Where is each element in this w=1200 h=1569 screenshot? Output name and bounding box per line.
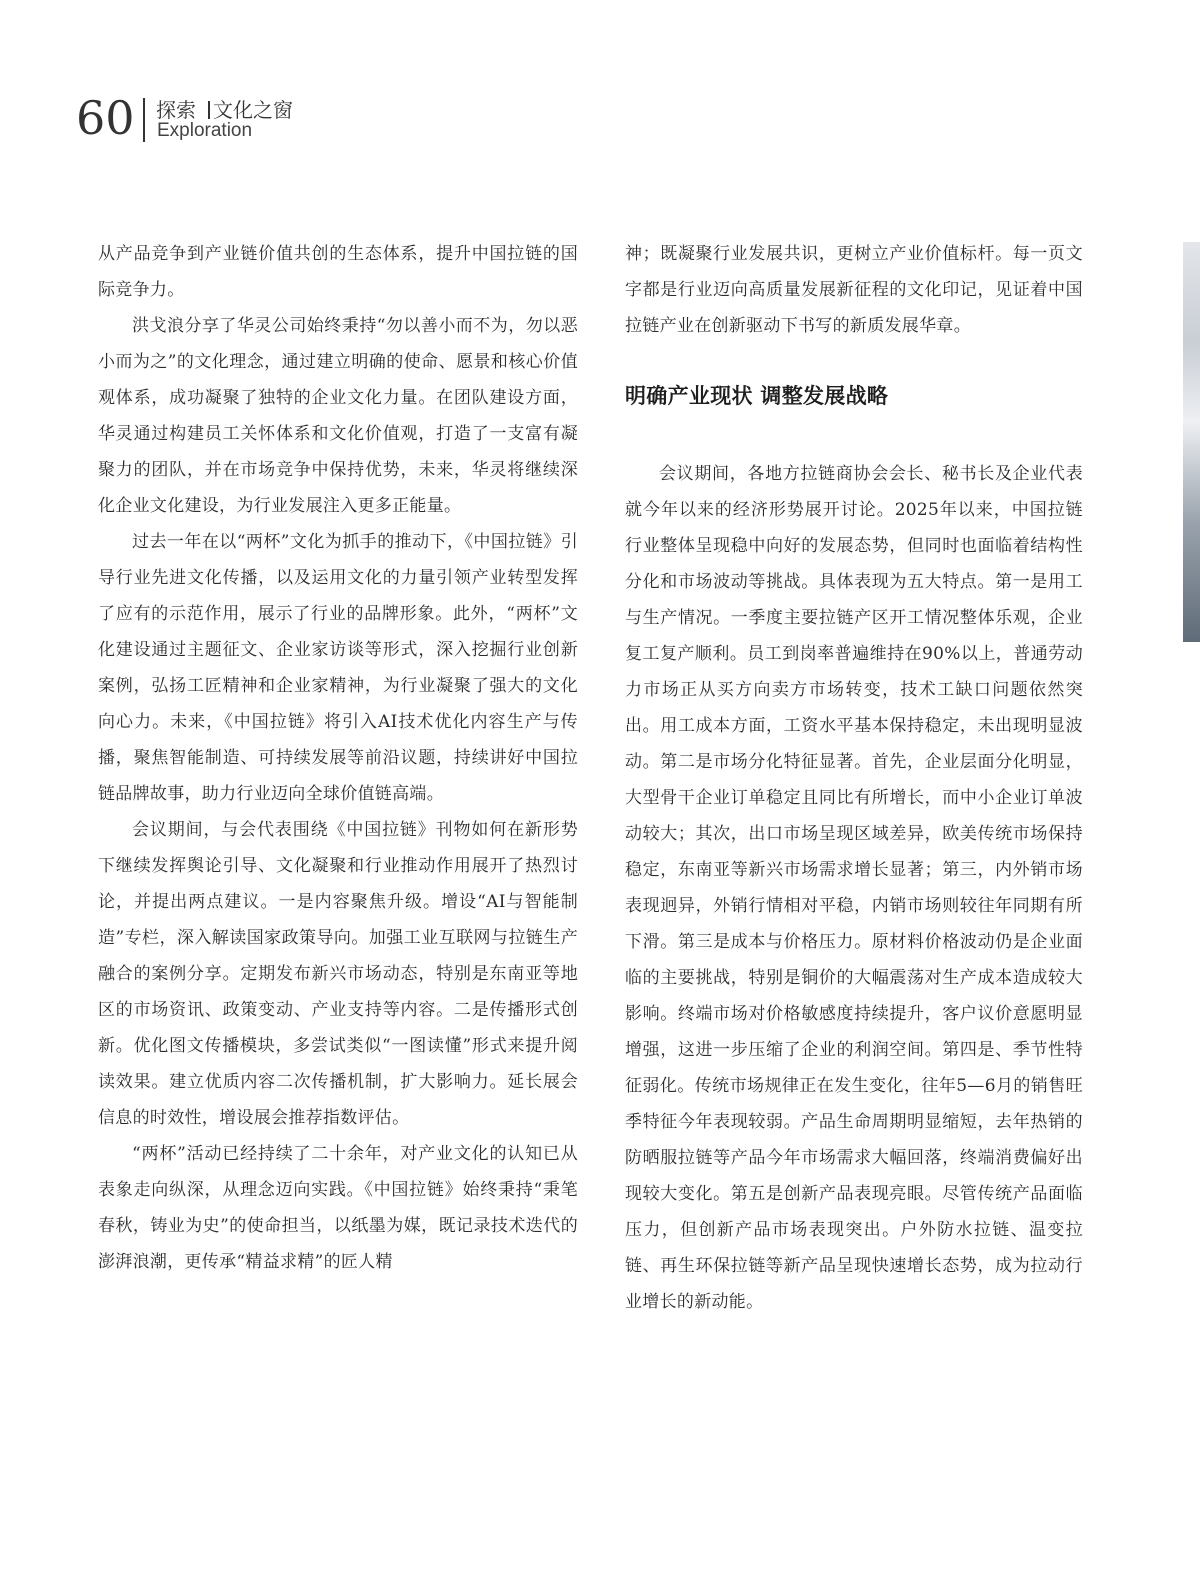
right-column [625,236,1083,1320]
page-number: 60 [76,91,135,145]
left-column [98,236,578,1280]
edge-photo-strip [1183,242,1200,642]
column-label-cn: 文化之窗 [213,98,293,122]
paragraph: 会议期间，各地方拉链商协会会长、秘书长及企业代表就今年以来的经济形势展开讨论。2025年以来，中国拉链行业整体呈现稳中向好的发展态势，但同时也面临着结构性分化和市场波动等挑战。具体表现为五大特点。第一是用工与生产情况。一季度主要拉链产区开工情况整体乐观，企业复工复产顺利。员工到岗率普遍维持在90%以上，普通劳动力市场正从买方向卖方市场转变，技术工缺口问题依然突出。用工成本方面，工资水平基本保持稳定，未出现明显波动。第二是市场分化特征显著。首先，企业层面分化明显，大型骨干企业订单稳定且同比有所增长，而中小企业订单波动较大；其次，出口市场呈现区域差异，欧美传统市场保持稳定，东南亚等新兴市场需求增长显著；第三，内外销市场表现迥异，外销行情相对平稳，内销市场则较往年同期有所下滑。第三是成本与价格压力。原材料价格波动仍是企业面临的主要挑战，特别是铜价的大幅震荡对生产成本造成较大影响。终端市场对价格敏感度持续提升，客户议价意愿明显增强，这进一步压缩了企业的利润空间。第四是、季节性特征弱化。传统市场规律正在发生变化，往年5—6月的销售旺季特征今年表现较弱。产品生命周期明显缩短，去年热销的防晒服拉链等产品今年市场需求大幅回落，终端消费偏好出现较大变化。第五是创新产品表现亮眼。尽管传统产品面临压力，但创新产品市场表现突出。户外防水拉链、温变拉链、再生环保拉链等新产品呈现快速增长态势，成为拉动行业增长的新动能。 [625,464,1083,1312]
paragraph: 过去一年在以“两杯”文化为抓手的推动下，《中国拉链》引导行业先进文化传播，以及运用文化的力量引领产业转型发挥了应有的示范作用，展示了行业的品牌形象。此外，“两杯”文化建设通过主题征文、企业家访谈等形式，深入挖掘行业创新案例，弘扬工匠精神和企业家精神，为行业凝聚了强大的文化向心力。未来，《中国拉链》将引入AI技术优化内容生产与传播，聚焦智能制造、可持续发展等前沿议题，持续讲好中国拉链品牌故事，助力行业迈向全球价值链高端。 [98,532,578,804]
section-separator [208,101,210,119]
section-heading: 明确产业现状 调整发展战略 [625,384,889,408]
paragraph: 会议期间，与会代表围绕《中国拉链》刊物如何在新形势下继续发挥舆论引导、文化凝聚和行业推动作用展开了热烈讨论，并提出两点建议。一是内容聚焦升级。增设“AI与智能制造”专栏，深入解读国家政策导向。加强工业互联网与拉链生产融合的案例分享。定期发布新兴市场动态，特别是东南亚等地区的市场资讯、政策变动、产业支持等内容。二是传播形式创新。优化图文传播模块，多尝试类似“一图读懂”形式来提升阅读效果。建立优质内容二次传播机制，扩大影响力。延长展会信息的时效性，增设展会推荐指数评估。 [98,820,578,1128]
paragraph: 洪戈浪分享了华灵公司始终秉持“勿以善小而不为，勿以恶小而为之”的文化理念，通过建立明确的使命、愿景和核心价值观体系，成功凝聚了独特的企业文化力量。在团队建设方面，华灵通过构建员工关怀体系和文化价值观，打造了一支富有凝聚力的团队，并在市场竞争中保持优势，未来，华灵将继续深化企业文化建设，为行业发展注入更多正能量。 [98,316,578,516]
paragraph: “两杯”活动已经持续了二十余年，对产业文化的认知已从表象走向纵深，从理念迈向实践。《中国拉链》始终秉持“秉笔春秋，铸业为史”的使命担当，以纸墨为媒，既记录技术迭代的澎湃浪潮，更传承“精益求精”的匠人精 [98,1144,578,1272]
paragraph: 神；既凝聚行业发展共识，更树立产业价值标杆。每一页文字都是行业迈向高质量发展新征程的文化印记，见证着中国拉链产业在创新驱动下书写的新质发展华章。 [625,244,1083,336]
section-title-cn [156,94,293,123]
section-label-cn: 探索 [156,98,196,122]
paragraph: 从产品竞争到产业链价值共创的生态体系，提升中国拉链的国际竞争力。 [98,244,578,300]
header-divider [143,98,145,142]
section-title-en: Exploration [157,120,253,141]
